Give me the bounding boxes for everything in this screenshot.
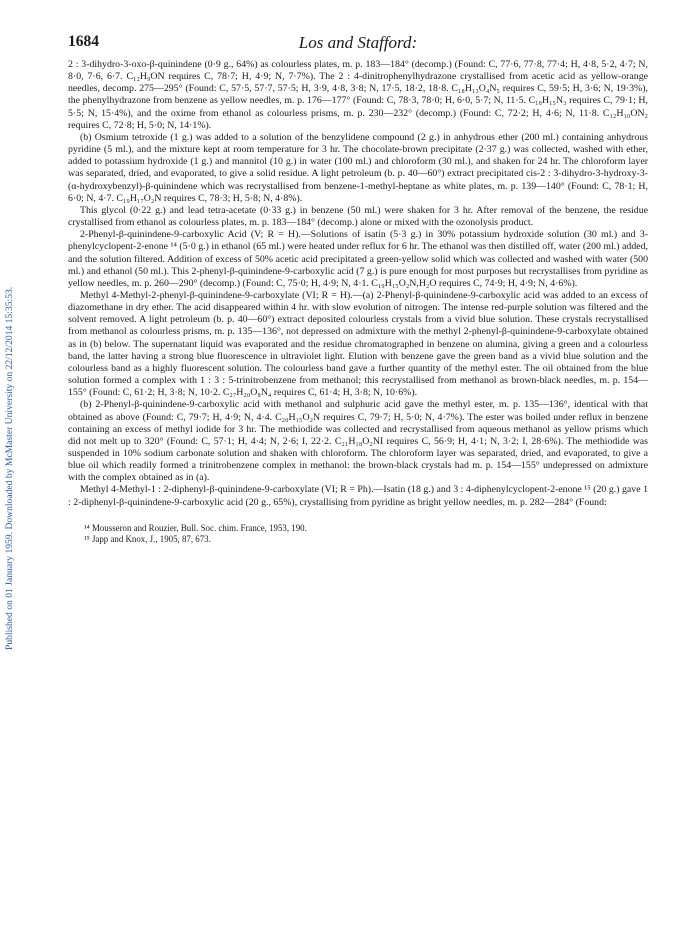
footnote: ¹⁴ Mousseron and Rouzier, Bull. Soc. chim. France, 1953, 190. <box>84 522 307 533</box>
footnotes <box>68 523 648 545</box>
paragraph: 2-Phenyl-β-quinindene-9-carboxylic Acid (V; R = H).—Solutions of isatin (5·3 g.) in 30% potassium hydroxide solution (30 ml.) and 3-phenylcyclopent-2-enone ¹⁴ (5·0 g.) in ethanol (65 ml.) were heated under reflux for 6 hr. The ethanol was then distilled off, water (200 ml.) added, and the solution filtered. Addition of excess of 50% acetic acid precipitated a green-yellow solid which was collected and washed with water (500 ml.) and ethanol (50 ml.). This 2-phenyl-β-quinindene-9-carboxylic acid (7 g.) is pure enough for most purposes but recrystallises from pyridine as yellow needles, m. p. 260—290° (decomp.) (Found: C, 75·0; H, 4·9; N, 4·1. C₁₉H₁₅O₂N,H₂O requires C, 74·9; H, 4·9; N, 4·6%). <box>68 229 648 289</box>
paragraph: Methyl 4-Methyl-1 : 2-diphenyl-β-quinindene-9-carboxylate (VI; R = Ph).—Isatin (18 g.) and 3 : 4-diphenylcyclopent-2-enone ¹⁵ (20 g.) gave 1 : 2-diphenyl-β-quinindene-9-carboxylic acid (20 g., 65%), crystallising from pyridine as bright yellow needles, m. p. 282—284° (Found: <box>68 484 648 508</box>
article-body <box>68 59 648 509</box>
journal-page <box>68 33 648 545</box>
download-watermark <box>4 150 18 650</box>
page-number: 1684 <box>68 33 99 50</box>
paragraph: (b) Osmium tetroxide (1 g.) was added to a solution of the benzylidene compound (2 g.) in anhydrous ether (200 ml.) containing anhydrous pyridine (5 ml.), and the mixture kept at room temperature for 3 hr. The chocolate-brown precipitate (2·37 g.) was collected, washed with ether, added to potassium hydroxide (1 g.) and mannitol (10 g.) in water (100 ml.) and chloroform (30 ml.), and shaken for 24 hr. The chloroform layer was separated, dried, and evaporated, to give a solid residue. A light petroleum (b. p. 40—60°) extract precipitated cis-2 : 3-dihydro-3-hydroxy-3-(α-hydroxybenzyl)-β-quinindene which was recrystallised from benzene-1-methyl-heptane as white plates, m. p. 139—140° (Found: C, 78·1; H, 6·0; N, 4·7. C₁₉H₁₇O₂N requires C, 78·3; H, 5·8; N, 4·8%). <box>68 131 648 204</box>
running-title: Los and Stafford: <box>298 33 418 52</box>
paragraph: 2 : 3-dihydro-3-oxo-β-quinindene (0·9 g., 64%) as colourless plates, m. p. 183—184° (decomp.) (Found: C, 77·6, 77·8, 77·4; H, 4·8, 5·2, 4·7; N, 8·0, 7·6, 6·7. C₁₂H₉ON requires C, 78·7; H, 4·9; N, 7·7%). The 2 : 4-dinitrophenylhydrazone crystallised from acetic acid as yellow-orange needles, decomp. 275—295° (Found: C, 57·5, 57·7, 57·5; H, 3·9, 4·8, 3·8; N, 17·5, 18·2, 18·8. C₁₈H₁₃O₄N₅ requires C, 59·5; H, 3·6; N, 19·3%), the phenylhydrazone from benzene as yellow needles, m. p. 176—177° (Found: C, 78·3, 78·0; H, 6·0, 5·7; N, 11·5. C₁₈H₁₅N₃ requires C, 79·1; H, 5·5; N, 15·4%), and the oxime from ethanol as colourless prisms, m. p. 230—232° (decomp.) (Found: C, 72·2; H, 4·6; N, 11·8. C₁₂H₁₀ON₂ requires C, 72·8; H, 5·0; N, 14·1%). <box>68 59 648 131</box>
paragraph: Methyl 4-Methyl-2-phenyl-β-quinindene-9-carboxylate (VI; R = H).—(a) 2-Phenyl-β-quinindene-9-carboxylic acid was added to an excess of diazomethane in dry ether. The acid disappeared within 4 hr. with slow evolution of nitrogen. The intense red-purple solution was filtered and the solvent removed. A light petroleum (b. p. 40—60°) extract deposited colourless crystals from a vivid blue solution. These crystals recrystallised from methanol as colourless prisms, m. p. 135—136°, not depressed on admixture with the methyl 2-phenyl-β-quinindene-9-carboxylate obtained as in (b) below. The supernatant liquid was evaporated and the residue chromatographed in benzene on alumina, giving a green and a colourless band, the latter having a strong blue fluorescence in ultraviolet light. Elution with benzene gave the green band as a vivid blue solution and the colourless band as a highly fluorescent solution. The colourless band gave a further quantity of the methyl ester. The oil obtained from the blue solution formed a complex with 1 : 3 : 5-trinitrobenzene from methanol; this recrystallised from methanol as brown-black needles, m. p. 154—155° (Found: C, 61·2; H, 3·8; N, 10·2. C₂₇H₂₀O₈N₄ requires C, 61·4; H, 3·8; N, 10·6%). <box>68 289 648 399</box>
download-watermark-text: Published on 01 January 1959. Downloaded by McMaster University on 22/12/2014 15:35:53. <box>4 286 15 650</box>
paragraph: This glycol (0·22 g.) and lead tetra-acetate (0·33 g.) in benzene (50 ml.) were shaken for 3 hr. After removal of the benzene, the residue crystallised from ethanol as colourless plates, m. p. 183—184° (decomp.) alone or mixed with the ozonolysis product. <box>68 204 648 229</box>
paragraph: (b) 2-Phenyl-β-quinindene-9-carboxylic acid with methanol and sulphuric acid gave the methyl ester, m. p. 135—136°, identical with that obtained as above (Found: C, 79·7; H, 4·9; N, 4·4. C₂₀H₁₅O₂N requires C, 79·7; H, 5·0; N, 4·7%). The ester was boiled under reflux in benzene containing an excess of methyl iodide for 3 hr. The methiodide was collected and recrystallised from aqueous methanol as yellow prisms which did not melt up to 320° (Found: C, 57·1; H, 4·4; N, 2·6; I, 22·2. C₂₁H₁₈O₂NI requires C, 56·9; H, 4·1; N, 3·2; I, 28·6%). The methiodide was suspended in 10% sodium carbonate solution and shaken with chloroform. The chloroform layer was separated, dried, and evaporated, to give a blue oil which readily formed a trinitrobenzene complex in methanol: the brown-black crystals had m. p. 154—155° undepressed on admixture with the complex obtained as in (a). <box>68 399 648 484</box>
footnote: ¹⁵ Japp and Knox, J., 1905, 87, 673. <box>84 533 211 544</box>
page-header <box>68 33 648 59</box>
